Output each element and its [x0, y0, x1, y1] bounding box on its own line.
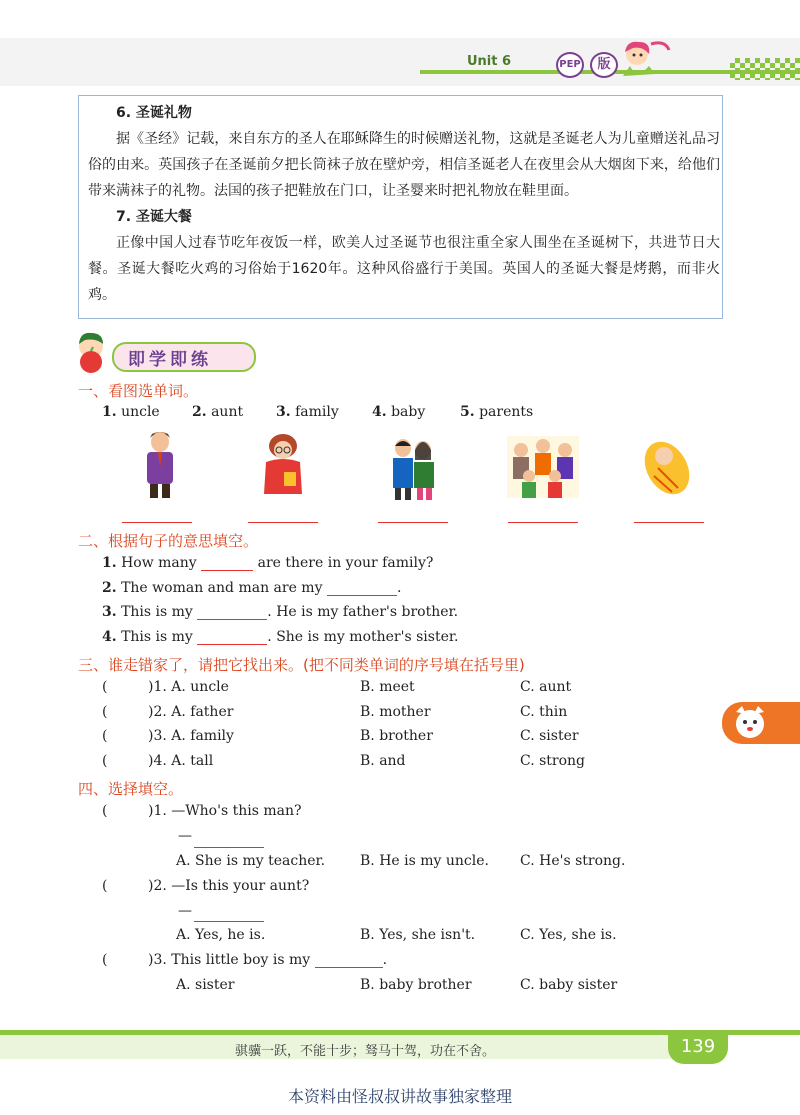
option-b: B. mother	[360, 704, 431, 720]
option-b: B. and	[360, 753, 406, 769]
word-text: parents	[479, 404, 534, 420]
answer-paren[interactable]: (	[102, 679, 108, 695]
question-text: )1. —Who's this man?	[148, 803, 302, 819]
practice-banner-label: 即学即练	[128, 350, 212, 370]
reading-heading-7: 7. 圣诞大餐	[116, 209, 192, 225]
word-number: 1.	[102, 404, 117, 420]
word-option	[102, 404, 160, 420]
word-text: baby	[391, 404, 426, 420]
sentence-end: . He is my father's brother.	[267, 604, 459, 620]
woman-aunt-picture	[258, 432, 308, 500]
answer-paren[interactable]: (	[102, 803, 108, 819]
option-c: C. strong	[520, 753, 586, 769]
answer-paren[interactable]: (	[102, 878, 108, 894]
unit-label: Unit 6	[467, 54, 512, 69]
reading-paragraph-6: 据《圣经》记载，来自东方的圣人在耶稣降生的时候赠送礼物，这就是圣诞老人为儿童赠送礼品习俗的由来。英国孩子在圣诞前夕把长筒袜子放在壁炉旁，相信圣诞老人在夜里会从大烟囱下来，给他们带来满袜子的礼物。法国的孩子把鞋放在门口，让圣婴来时把礼物放在鞋里面。	[88, 131, 720, 199]
sentence-end: . She is my mother's sister.	[267, 629, 459, 645]
answer-dash: —	[178, 828, 192, 844]
sentence-start: This is my	[121, 604, 193, 620]
answer-line[interactable]	[194, 920, 264, 922]
question-start: )3. This little boy is my	[148, 952, 311, 968]
baby-picture	[642, 434, 692, 498]
section-2-title: 二、根据句子的意思填空。	[78, 532, 259, 550]
edition-badge: 版	[590, 52, 618, 78]
item-number: 2.	[102, 580, 117, 596]
answer-line[interactable]	[197, 643, 267, 645]
girl-mascot-icon	[615, 36, 673, 80]
option-c: C. thin	[520, 704, 568, 720]
watermark-text: 本资料由怪叔叔讲故事独家整理	[287, 1087, 512, 1106]
word-option	[276, 404, 339, 420]
section-4-title: 四、选择填空。	[78, 780, 184, 798]
option-a: A. She is my teacher.	[176, 853, 326, 869]
word-number: 4.	[372, 404, 387, 420]
fox-mascot-icon	[730, 704, 770, 742]
man-uncle-picture	[138, 428, 182, 500]
item-number: 4.	[102, 629, 117, 645]
option-a: )1. A. uncle	[148, 679, 229, 695]
word-number: 5.	[460, 404, 475, 420]
sentence-end: are there in your family?	[257, 555, 434, 571]
fill-sentence	[102, 580, 401, 596]
parents-picture	[386, 436, 440, 500]
answer-dash: —	[178, 903, 192, 919]
option-a: )2. A. father	[148, 704, 234, 720]
girl-apple-icon	[70, 330, 112, 376]
item-number: 3.	[102, 604, 117, 620]
option-c: C. sister	[520, 728, 579, 744]
answer-line[interactable]	[508, 521, 578, 523]
option-c: C. aunt	[520, 679, 572, 695]
answer-line[interactable]	[378, 521, 448, 523]
answer-line[interactable]	[248, 521, 318, 523]
fill-sentence	[102, 629, 458, 645]
reading-heading-6: 6. 圣诞礼物	[116, 105, 192, 121]
answer-line[interactable]	[327, 594, 397, 596]
answer-paren[interactable]: (	[102, 704, 108, 720]
answer-line[interactable]	[194, 846, 264, 848]
option-c: C. He's strong.	[520, 853, 626, 869]
word-text: family	[295, 404, 339, 420]
sentence-start: This is my	[121, 629, 193, 645]
option-c: C. Yes, she is.	[520, 927, 617, 943]
sentence-start: How many	[121, 555, 197, 571]
answer-line[interactable]	[122, 521, 192, 523]
word-option	[372, 404, 425, 420]
option-c: C. baby sister	[520, 977, 618, 993]
sentence-end: .	[396, 580, 402, 596]
option-b: B. He is my uncle.	[360, 853, 489, 869]
option-a: )4. A. tall	[148, 753, 214, 769]
option-b: B. brother	[360, 728, 433, 744]
word-number: 3.	[276, 404, 291, 420]
answer-paren[interactable]: (	[102, 728, 108, 744]
question-end: .	[382, 952, 388, 968]
answer-line[interactable]	[634, 521, 704, 523]
option-a: )3. A. family	[148, 728, 234, 744]
word-number: 2.	[192, 404, 207, 420]
item-number: 1.	[102, 555, 117, 571]
answer-line[interactable]	[201, 569, 253, 571]
page-number: 139	[668, 1030, 728, 1064]
fill-sentence	[102, 604, 458, 620]
pep-badge: PEP	[556, 52, 584, 78]
option-a: A. Yes, he is.	[176, 927, 266, 943]
header-band	[0, 38, 800, 86]
word-option	[460, 404, 533, 420]
footer-proverb: 骐骥一跃，不能十步；驽马十驾，功在不舍。	[235, 1044, 496, 1059]
sentence-start: The woman and man are my	[121, 580, 323, 596]
answer-paren[interactable]: (	[102, 952, 108, 968]
word-text: aunt	[211, 404, 244, 420]
question-text: )2. —Is this your aunt?	[148, 878, 310, 894]
reading-text	[88, 100, 720, 308]
word-option	[192, 404, 243, 420]
section-1-title: 一、看图选单词。	[78, 382, 199, 400]
family-picture	[507, 436, 579, 498]
word-text: uncle	[121, 404, 160, 420]
option-b: B. Yes, she isn't.	[360, 927, 476, 943]
answer-line[interactable]	[315, 966, 383, 968]
answer-line[interactable]	[197, 618, 267, 620]
section-3-title: 三、谁走错家了，请把它找出来。(把不同类单词的序号填在括号里)	[78, 656, 525, 674]
option-b: B. baby brother	[360, 977, 472, 993]
question-text	[148, 952, 387, 968]
reading-paragraph-7: 正像中国人过春节吃年夜饭一样，欧美人过圣诞节也很注重全家人围坐在圣诞树下，共进节日大餐。圣诞大餐吃火鸡的习俗始于1620年。这种风俗盛行于美国。英国人的圣诞大餐是烤鹅，而非火鸡。	[88, 235, 720, 303]
header-checker-pattern	[730, 58, 800, 80]
option-a: A. sister	[176, 977, 235, 993]
fill-sentence	[102, 555, 433, 571]
option-b: B. meet	[360, 679, 415, 695]
answer-paren[interactable]: (	[102, 753, 108, 769]
